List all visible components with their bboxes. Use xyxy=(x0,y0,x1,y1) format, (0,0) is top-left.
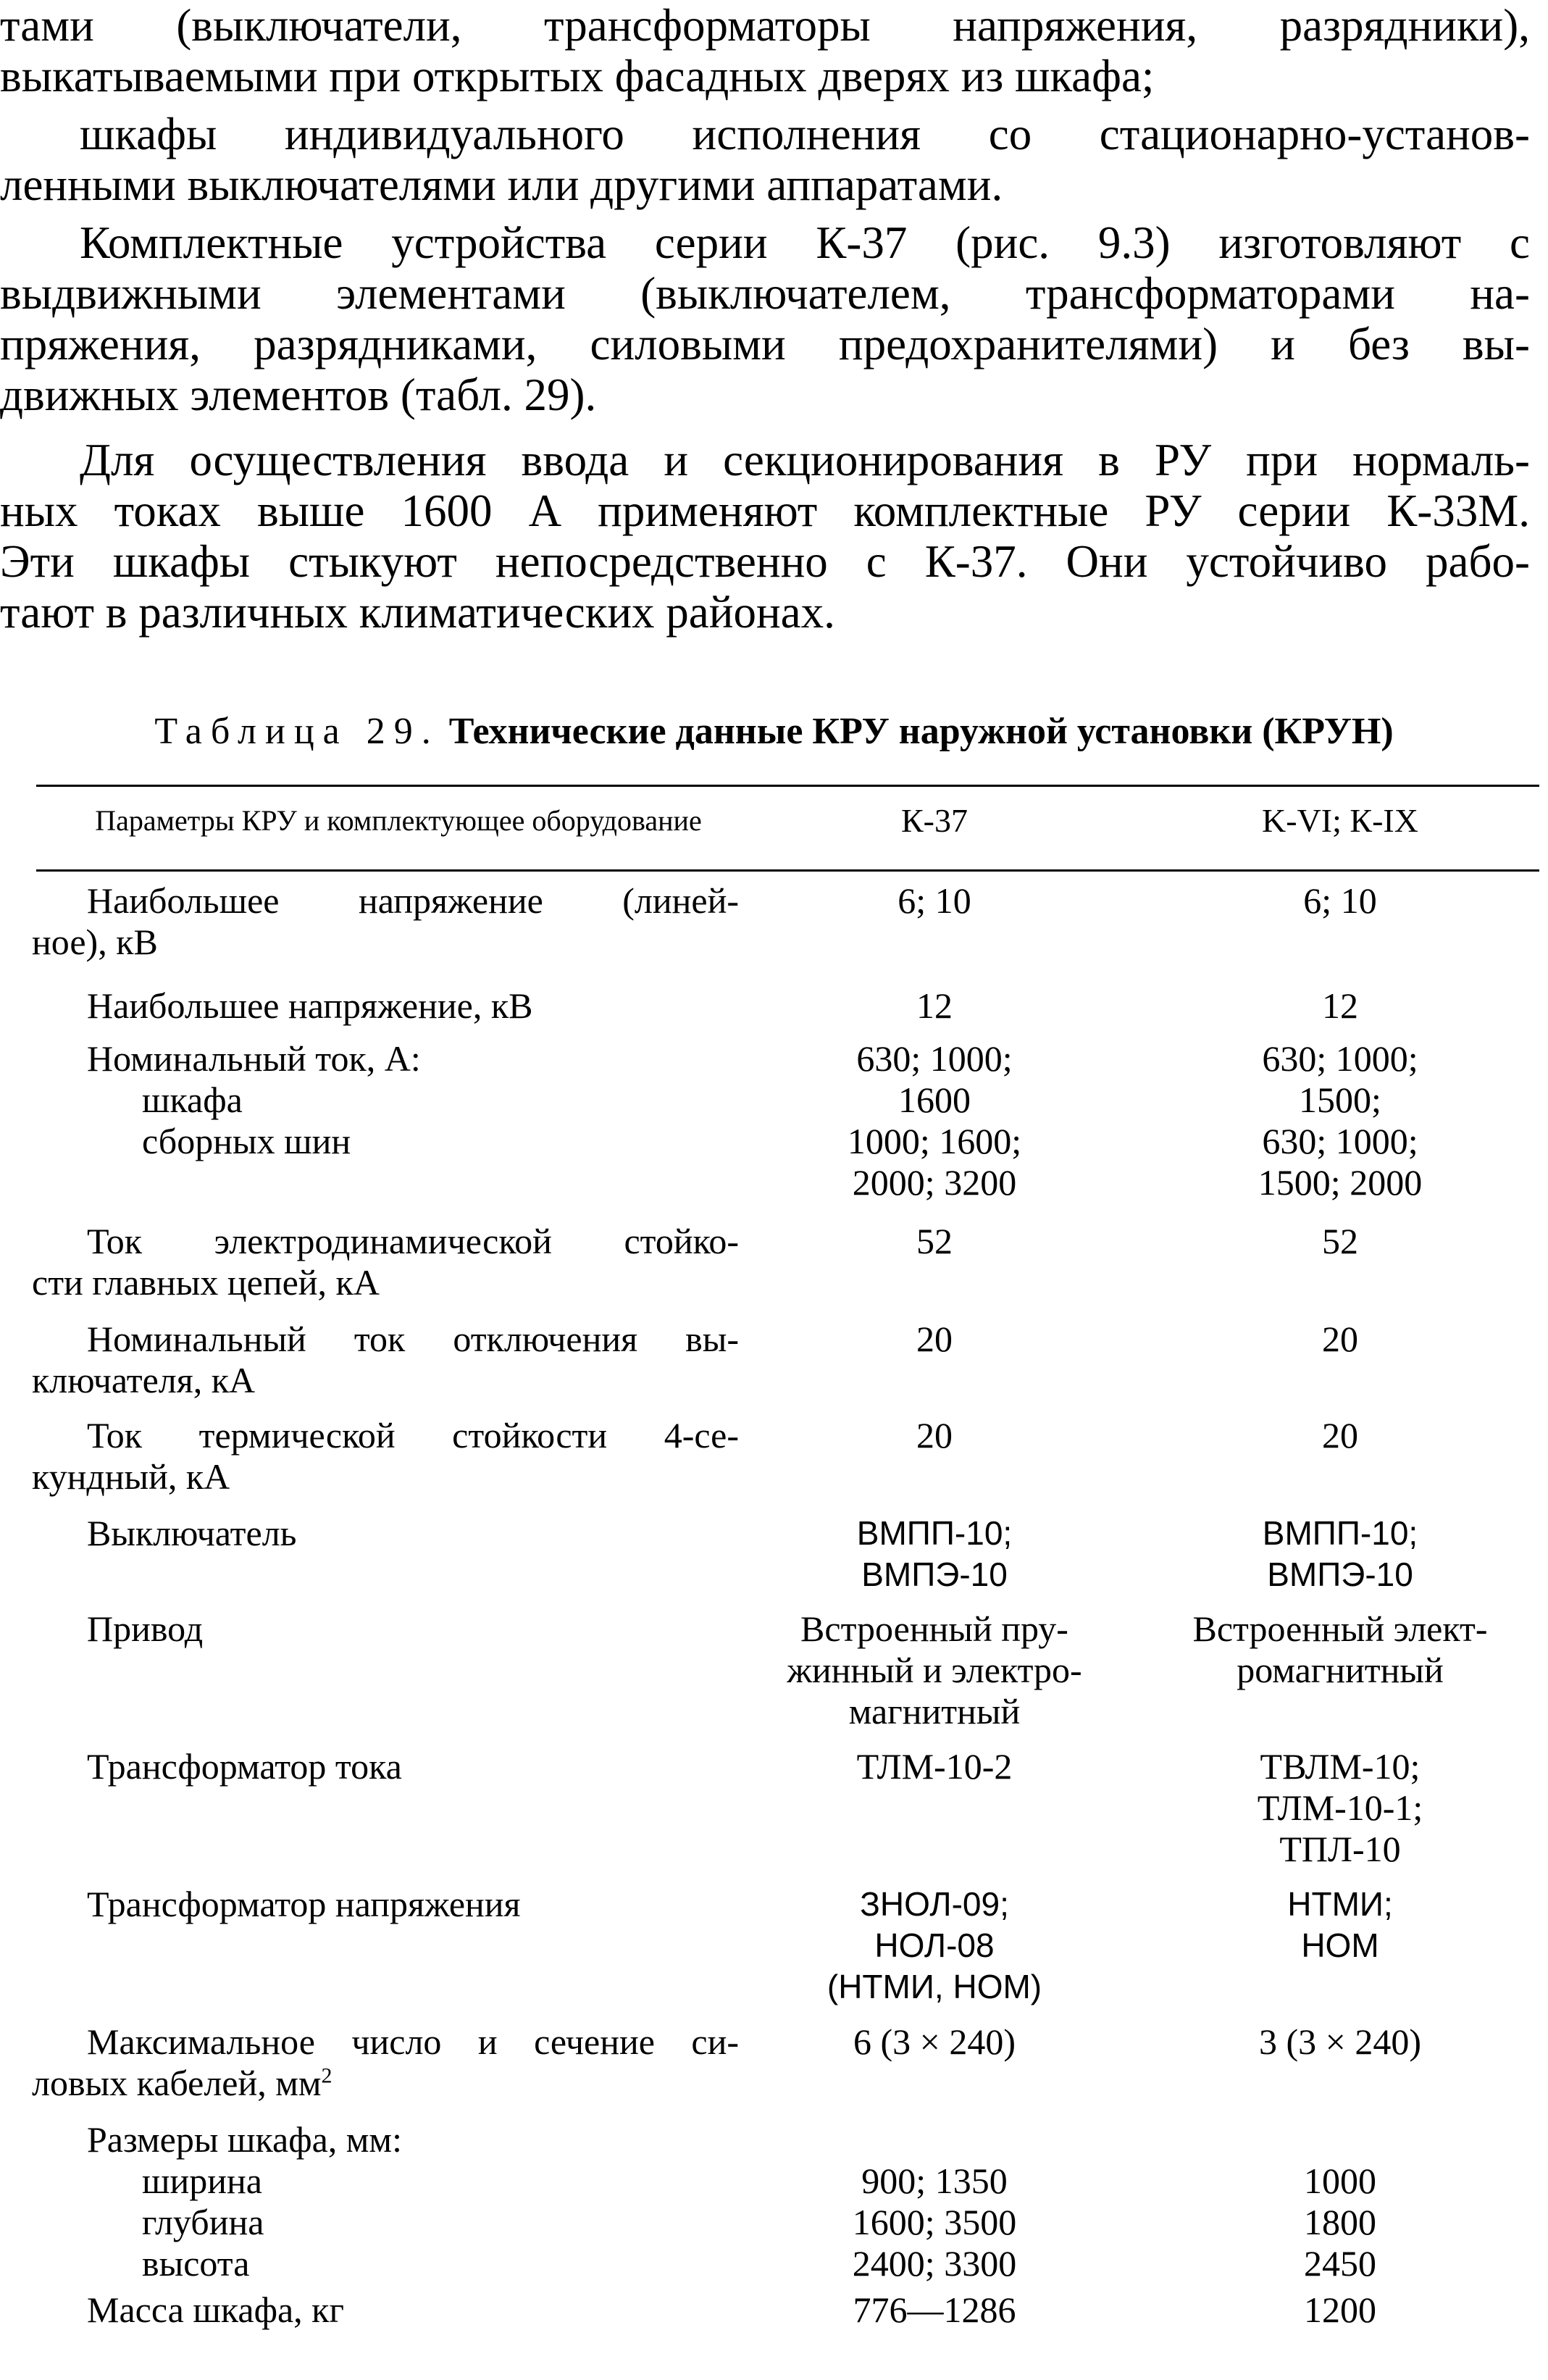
text-line: Эти шкафы стыкуют непосредственно с К-37. Они устойчиво рабо- xyxy=(0,536,1530,587)
table-cell-k37 xyxy=(790,1415,1079,1456)
cell-line: ВМПЭ-10 xyxy=(1267,1556,1413,1593)
table-cell-kvi xyxy=(1152,2021,1528,2063)
table-row-param xyxy=(32,880,739,963)
text-line: пряжения, разрядниками, силовыми предохранителями) и без вы- xyxy=(0,319,1530,369)
cell-line: Встроенный пру- xyxy=(800,1608,1068,1649)
table-cell-kvi xyxy=(1152,985,1528,1027)
table-cell-k37 xyxy=(790,1319,1079,1360)
cell-line: 52 xyxy=(916,1221,953,1261)
table-cell-kvi xyxy=(1152,1746,1528,1870)
cell-line: ТПЛ-10 xyxy=(1279,1829,1401,1869)
table-row-param xyxy=(87,1038,739,1162)
param-line: ловых кабелей, мм xyxy=(32,2063,322,2103)
cell-line: 1500; xyxy=(1299,1080,1381,1120)
cell-line: магнитный xyxy=(848,1691,1021,1732)
table-cell-k37 xyxy=(790,2289,1079,2331)
text-line: выдвижными элементами (выключателем, трансформаторами на- xyxy=(0,268,1530,319)
cell-line: 20 xyxy=(1322,1319,1358,1359)
table-top-rule xyxy=(36,785,1539,787)
table-cell-kvi xyxy=(1152,2119,1528,2284)
cell-line: 1800 xyxy=(1304,2202,1376,2242)
param-line: Трансформатор тока xyxy=(87,1746,402,1787)
cell-line: 20 xyxy=(916,1319,953,1359)
param-line: высота xyxy=(142,2243,250,2284)
table-cell-k37 xyxy=(790,985,1079,1027)
table-cell-k37 xyxy=(790,2021,1079,2063)
table-cell-k37 xyxy=(790,1221,1079,1262)
superscript: 2 xyxy=(321,2063,332,2088)
text-line: ных токах выше 1600 А применяют комплектные РУ серии К-33М. xyxy=(0,485,1530,536)
cell-line: ВМПЭ-10 xyxy=(861,1556,1008,1593)
cell-line: 52 xyxy=(1322,1221,1358,1261)
param-line: Ток термической стойкости 4-се- xyxy=(87,1415,739,1456)
param-line: сборных шин xyxy=(142,1121,351,1161)
param-line: Максимальное число и сечение си- xyxy=(87,2021,739,2062)
table-cell-k37 xyxy=(790,1746,1079,1787)
cell-line: НОМ xyxy=(1301,1926,1379,1964)
param-line: Номинальный ток отключения вы- xyxy=(87,1319,739,1359)
table-row-param xyxy=(87,1884,739,1925)
table-cell-kvi xyxy=(1152,1038,1528,1203)
param-line: Ток электродинамической стойко- xyxy=(87,1221,739,1261)
cell-line: 12 xyxy=(916,985,953,1026)
text-line: Комплектные устройства серии К-37 (рис. 9.3) изготовляют с xyxy=(80,217,1530,268)
cell-line: ТЛМ-10-1; xyxy=(1257,1787,1423,1828)
table-row-param xyxy=(32,1221,739,1303)
cell-line: ТЛМ-10-2 xyxy=(856,1746,1013,1787)
param-line: кундный, кА xyxy=(32,1456,230,1497)
cell-line: 1000; 1600; xyxy=(847,1121,1022,1161)
param-line: ширина xyxy=(142,2160,262,2201)
cell-line: 1000 xyxy=(1304,2160,1376,2201)
text-line: Для осуществления ввода и секционирования в РУ при нормаль- xyxy=(80,435,1530,485)
table-caption-title: Технические данные КРУ наружной установки (КРУН) xyxy=(448,711,1394,752)
paragraph-2 xyxy=(0,109,1530,210)
cell-line: 1600; 3500 xyxy=(852,2202,1017,2242)
paragraph-3 xyxy=(0,217,1530,420)
cell-line: (НТМИ, НОМ) xyxy=(827,1968,1042,2005)
param-line: Масса шкафа, кг xyxy=(87,2289,344,2330)
cell-line: 2000; 3200 xyxy=(852,1162,1017,1203)
cell-line: НТМИ; xyxy=(1287,1885,1393,1923)
param-line: Наибольшее напряжение (линей- xyxy=(87,880,739,921)
table-caption-label: Таблица 29. xyxy=(154,711,440,752)
table-row-param xyxy=(32,1415,739,1498)
table-header-kvi: K-VI; К-IX xyxy=(1262,802,1418,839)
table-cell-kvi xyxy=(1152,1319,1528,1360)
cell-line xyxy=(790,2119,1079,2160)
cell-line: ЗНОЛ-09; xyxy=(860,1885,1009,1923)
param-line: шкафа xyxy=(142,1080,243,1120)
table-cell-kvi xyxy=(1152,2289,1528,2331)
cell-line xyxy=(1152,2119,1528,2160)
cell-line: ТВЛМ-10; xyxy=(1260,1746,1421,1787)
param-line: ное), кВ xyxy=(32,922,158,962)
table-cell-kvi xyxy=(1152,1415,1528,1456)
table-row-param xyxy=(32,2021,739,2104)
cell-line: 6 (3 × 240) xyxy=(853,2021,1016,2062)
cell-line: 1200 xyxy=(1304,2289,1376,2330)
table-header-params: Параметры КРУ и комплектующее оборудование xyxy=(95,804,702,837)
text-line: тами (выключатели, трансформаторы напряжения, разрядники), xyxy=(0,0,1530,51)
text-line: движных элементов (табл. 29). xyxy=(0,369,597,420)
cell-line: 630; 1000; xyxy=(856,1038,1013,1079)
paragraph-1 xyxy=(0,0,1530,101)
table-row-param xyxy=(87,1513,739,1554)
table-cell-k37 xyxy=(790,880,1079,922)
table-cell-kvi xyxy=(1152,1608,1528,1691)
param-line: Трансформатор напряжения xyxy=(87,1884,521,1924)
text-line: тают в различных климатических районах. xyxy=(0,587,835,638)
table-cell-k37 xyxy=(790,1038,1079,1203)
table-caption xyxy=(0,710,1548,753)
table-row-param xyxy=(87,1746,739,1787)
table-cell-kvi xyxy=(1152,880,1528,922)
param-line: Привод xyxy=(87,1608,204,1649)
cell-line: 630; 1000; xyxy=(1262,1121,1418,1161)
param-line: Наибольшее напряжение, кВ xyxy=(87,985,533,1026)
cell-line: 630; 1000; xyxy=(1262,1038,1418,1079)
cell-line: жинный и электро- xyxy=(787,1650,1082,1690)
table-row-param xyxy=(87,985,739,1027)
cell-line: ВМПП-10; xyxy=(1262,1514,1418,1552)
table-cell-k37 xyxy=(753,1608,1116,1732)
cell-line: НОЛ-08 xyxy=(874,1926,995,1964)
table-header-k37: К-37 xyxy=(901,802,968,839)
table-cell-k37 xyxy=(790,2119,1079,2284)
table-row-param xyxy=(87,2119,739,2284)
cell-line: 1600 xyxy=(898,1080,971,1120)
table-header-rule xyxy=(36,869,1539,872)
cell-line: 3 (3 × 240) xyxy=(1259,2021,1421,2062)
table-row-param xyxy=(87,2289,739,2331)
text-line: шкафы индивидуального исполнения со стационарно-установ- xyxy=(80,109,1530,159)
cell-line: 12 xyxy=(1322,985,1358,1026)
cell-line: 20 xyxy=(916,1415,953,1456)
param-line: сти главных цепей, кА xyxy=(32,1262,380,1303)
paragraph-4 xyxy=(0,435,1530,638)
param-line: Номинальный ток, А: xyxy=(87,1038,421,1079)
table-cell-kvi xyxy=(1152,1513,1528,1595)
param-line: ключателя, кА xyxy=(32,1360,256,1400)
table-cell-k37 xyxy=(790,1513,1079,1595)
table-cell-kvi xyxy=(1152,1221,1528,1262)
cell-line: 2450 xyxy=(1304,2243,1376,2284)
cell-line: 2400; 3300 xyxy=(852,2243,1017,2284)
table-row-param xyxy=(32,1319,739,1401)
table-cell-kvi xyxy=(1152,1884,1528,1966)
table-cell-k37 xyxy=(790,1884,1079,2008)
cell-line: 6; 10 xyxy=(898,880,971,921)
cell-line: 776—1286 xyxy=(853,2289,1016,2330)
text-line: ленными выключателями или другими аппаратами. xyxy=(0,159,1003,210)
param-line: Размеры шкафа, мм: xyxy=(87,2119,402,2160)
table-row-param xyxy=(87,1608,739,1650)
cell-line: ромагнитный xyxy=(1237,1650,1444,1690)
cell-line: 1500; 2000 xyxy=(1258,1162,1423,1203)
text-line: выкатываемыми при открытых фасадных дверях из шкафа; xyxy=(0,51,1155,101)
param-line: глубина xyxy=(142,2202,264,2242)
cell-line: Встроенный элект- xyxy=(1192,1608,1488,1649)
cell-line: 20 xyxy=(1322,1415,1358,1456)
cell-line: ВМПП-10; xyxy=(856,1514,1013,1552)
cell-line: 6; 10 xyxy=(1303,880,1377,921)
param-line: Выключатель xyxy=(87,1513,297,1553)
cell-line: 900; 1350 xyxy=(861,2160,1008,2201)
